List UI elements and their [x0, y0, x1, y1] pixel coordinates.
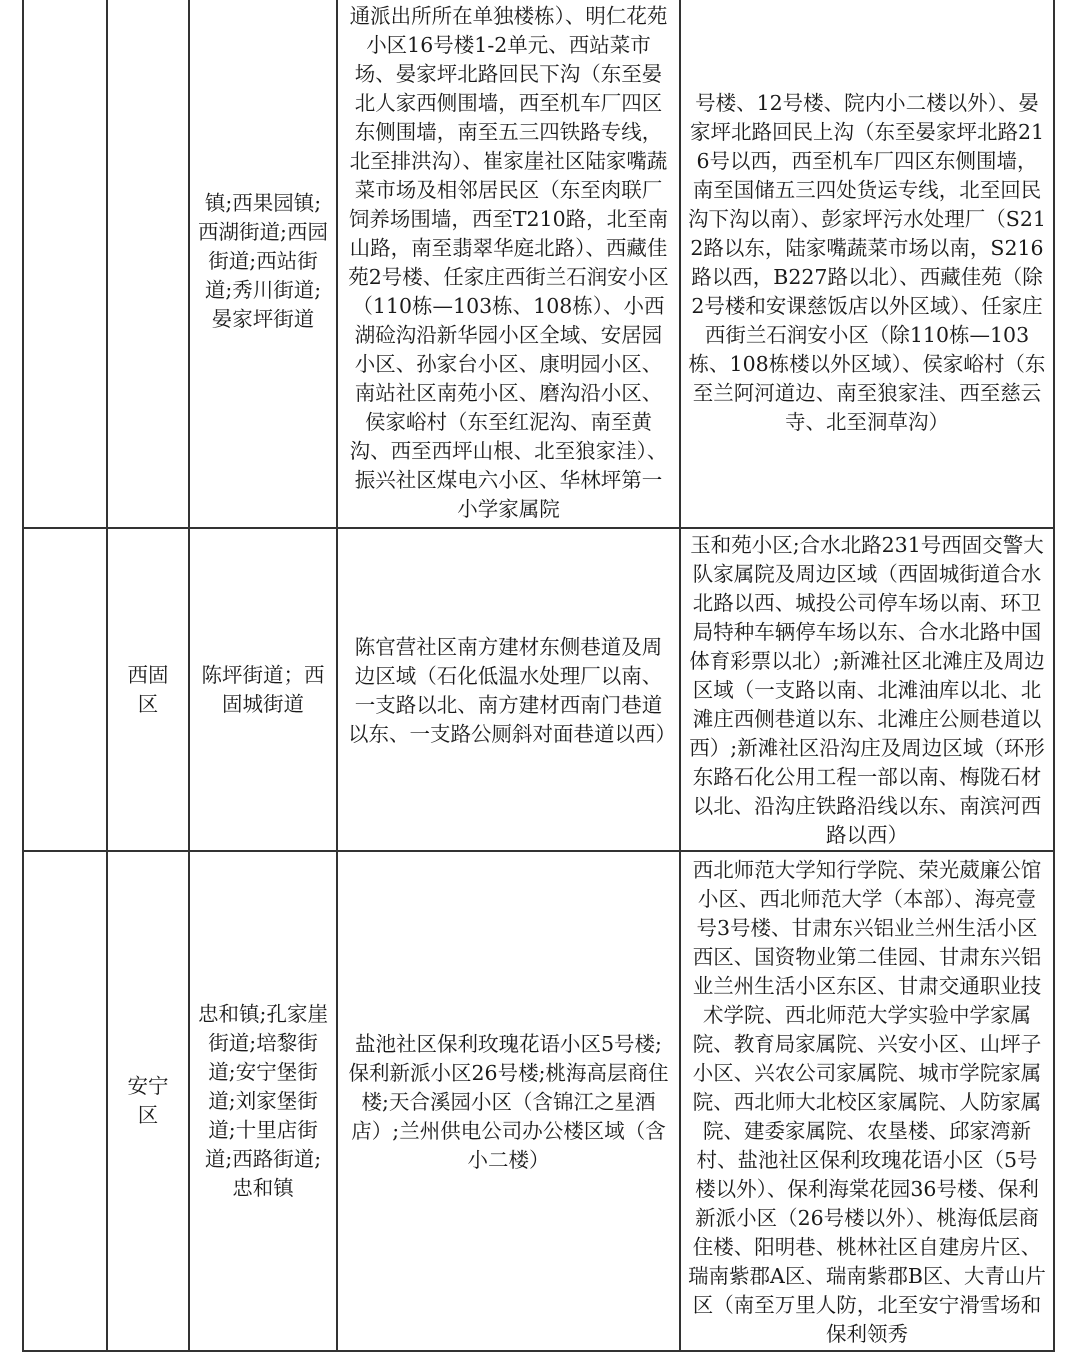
- district-name: 安宁区: [127, 1074, 169, 1127]
- district-cell: [107, 0, 189, 528]
- streets-cell: [189, 528, 337, 851]
- table-row: [23, 0, 1054, 528]
- street-list: 忠和镇;孔家崖街道;培黎街道;安宁堡街道;刘家堡街道;十里店街道;西路街道;忠和镇: [198, 1001, 328, 1200]
- low-risk-area: 号楼、12号楼、院内小二楼以外）、晏家坪北路回民上沟（东至晏家坪北路216号以西，西至机车厂四区东侧围墙，南至国储五三四处货运专线，北至回民沟下沟以南）、彭家坪污水处理厂（S212路以东，陆家嘴蔬菜市场以南，S216路以西，B227路以北）、西藏佳苑（除2号楼和安课慈饭店以外区域）、任家庄西街兰石润安小区（除110栋—103栋、108栋楼以外区域）、侯家峪村（东至兰阿河道边、南至狼家洼、西至慈云寺、北至洞草沟）: [688, 90, 1046, 434]
- low-risk-area: 西北师范大学知行学院、荣光葳廉公馆小区、西北师范大学（本部）、海亮壹号3号楼、甘肃东兴铝业兰州生活小区西区、国资物业第二佳园、甘肃东兴铝业兰州生活小区东区、甘肃交通职业技术学院、西北师范大学实验中学家属院、教育局家属院、兴安小区、山坪子小区、兴农公司家属院、城市学院家属院、西北师大北校区家属院、人防家属院、建委家属院、农垦楼、邱家湾新村、盐池社区保利玫瑰花语小区（5号楼以外）、保利海棠花园36号楼、保利新派小区（26号楼以外）、桃海低层商住楼、阳明巷、桃林社区自建房片区、瑞南紫郡A区、瑞南紫郡B区、大青山片区（南至万里人防，北至安宁滑雪场和保利领秀: [688, 857, 1046, 1346]
- low-risk-cell: [680, 851, 1054, 1351]
- medium-risk-cell: [337, 528, 680, 851]
- risk-area-table: [22, 0, 1055, 1352]
- medium-risk-cell: [337, 851, 680, 1351]
- street-list: 镇;西果园镇;西湖街道;西园街道;西站街道;秀川街道;晏家坪街道: [198, 191, 328, 331]
- low-risk-cell: [680, 528, 1054, 851]
- medium-risk-area: 陈官营社区南方建材东侧巷道及周边区域（石化低温水处理厂以南、一支路以北、南方建材西南门巷道以东、一支路公厕斜对面巷道以西）: [348, 634, 676, 746]
- blank-cell: [23, 528, 107, 851]
- table-row: [23, 851, 1054, 1351]
- blank-cell: [23, 0, 107, 528]
- medium-risk-cell: [337, 0, 680, 528]
- medium-risk-area: 盐池社区保利玫瑰花语小区5号楼;保利新派小区26号楼;桃海高层商住楼;天合溪园小区（含锦江之星酒店）;兰州供电公司办公楼区域（含小二楼）: [348, 1031, 669, 1172]
- table-row: [23, 528, 1054, 851]
- medium-risk-area: 通派出所所在单独楼栋）、明仁花苑小区16号楼1-2单元、西站菜市场、晏家坪北路回民下沟（东至晏北人家西侧围墙，西至机车厂四区东侧围墙，南至五三四铁路专线，北至排洪沟）、崔家崖社区陆家嘴蔬菜市场及相邻居民区（东至肉联厂饲养场围墙，西至T210路，北至南山路，南至翡翠华庭北路）、西藏佳苑2号楼、任家庄西街兰石润安小区（110栋—103栋、108栋）、小西湖硷沟沿新华园小区全域、安居园小区、孙家台小区、康明园小区、南站社区南苑小区、磨沟沿小区、侯家峪村（东至红泥沟、南至黄沟、西至西坪山根、北至狼家洼）、振兴社区煤电六小区、华林坪第一小学家属院: [348, 3, 669, 521]
- streets-cell: [189, 0, 337, 528]
- low-risk-cell: [680, 0, 1054, 528]
- street-list: 陈坪街道；西固城街道: [201, 662, 325, 716]
- district-cell: [107, 528, 189, 851]
- streets-cell: [189, 851, 337, 1351]
- district-name: 西固区: [127, 662, 169, 716]
- blank-cell: [23, 851, 107, 1351]
- low-risk-area: 玉和苑小区;合水北路231号西固交警大队家属院及周边区域（西固城街道合水北路以西、城投公司停车场以南、环卫局特种车辆停车场以东、合水北路中国体育彩票以北）;新滩社区北滩庄及周边区域（一支路以南、北滩油库以北、北滩庄西侧巷道以东、北滩庄公厕巷道以西）;新滩社区沿沟庄及周边区域（环形东路石化公用工程一部以南、梅陇石材以北、沿沟庄铁路沿线以东、南滨河西路以西）: [689, 533, 1045, 847]
- district-cell: [107, 851, 189, 1351]
